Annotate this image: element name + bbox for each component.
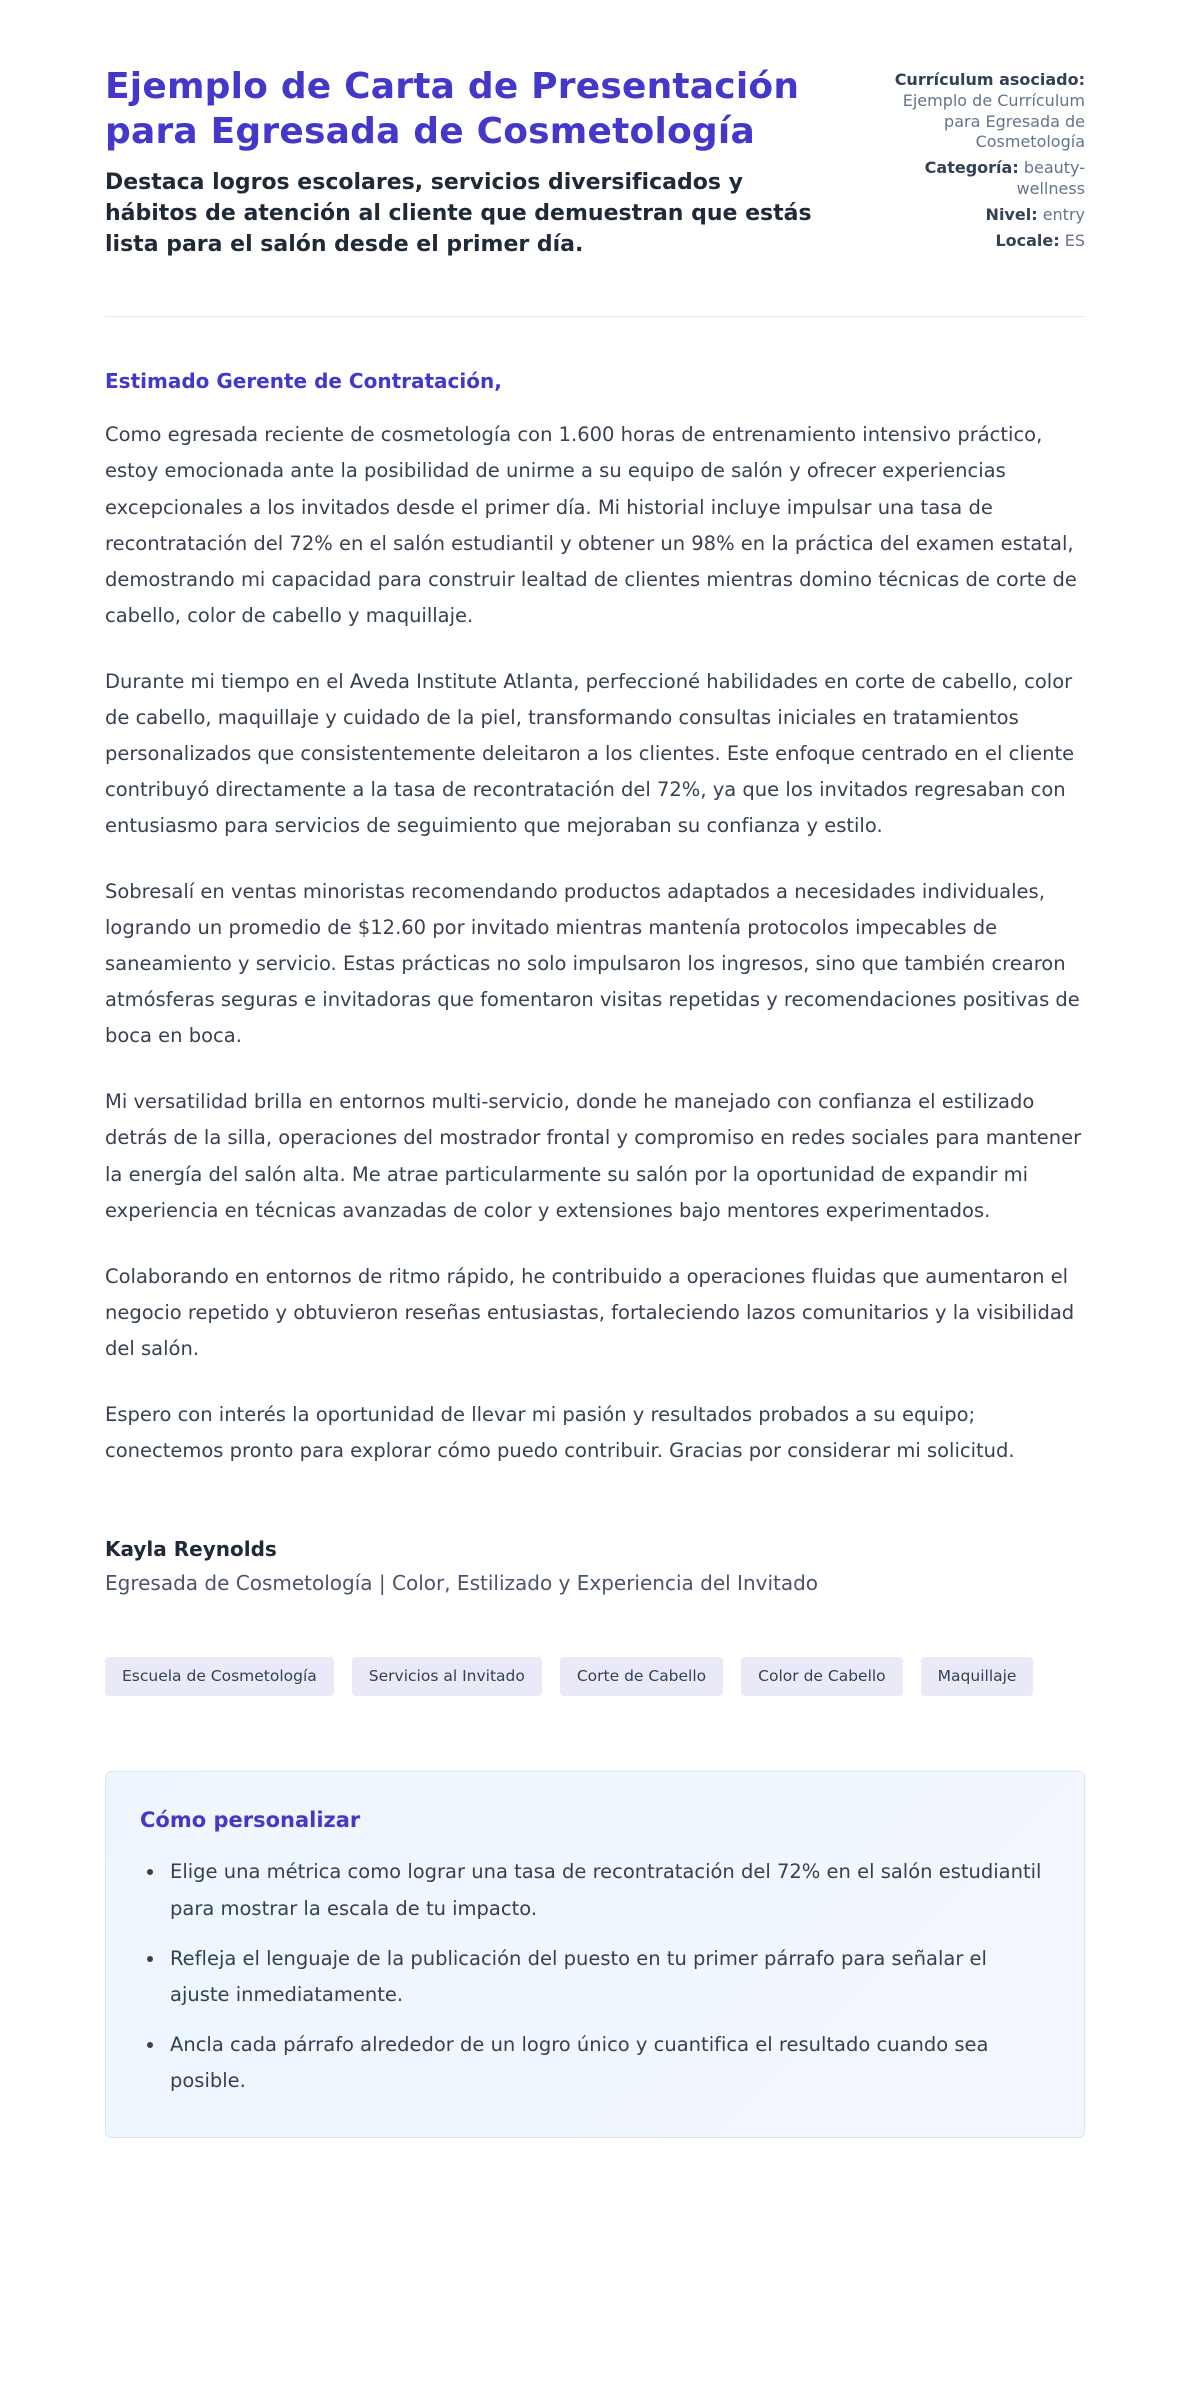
letter-paragraph: Sobresalí en ventas minoristas recomendando productos adaptados a necesidades individuales, logrando un promedio de $12.60 por invitado mientras mantenía protocolos impecables de saneamiento y servicio. Estas prácticas no solo impulsaron los ingresos, sino que también crearon atmósferas seguras e invitadoras que fomentaron visitas repetidas y recomendaciones positivas de boca en boca. bbox=[105, 880, 1080, 1048]
tag-chip-servicios-al-invitado[interactable]: Servicios al Invitado bbox=[352, 1657, 542, 1697]
customize-title: Cómo personalizar bbox=[140, 1808, 361, 1833]
letter-paragraph: Mi versatilidad brilla en entornos multi-servicio, donde he manejado con confianza el estilizado detrás de la silla, operaciones del mostrador frontal y compromiso en redes sociales para mantener la energía del salón alta. Me atrae particularmente su salón por la oportunidad de expandir mi experiencia en técnicas avanzadas de color y extensiones bajo mentores experimentados. bbox=[105, 1090, 1082, 1222]
greeting: Estimado Gerente de Contratación, bbox=[105, 369, 502, 394]
header bbox=[105, 64, 1085, 260]
meta-category-label: Categoría: bbox=[924, 158, 1019, 178]
tag-chip-maquillaje[interactable]: Maquillaje bbox=[921, 1657, 1034, 1697]
letter-paragraph: Como egresada reciente de cosmetología con 1.600 horas de entrenamiento intensivo práctico, estoy emocionada ante la posibilidad de unirme a su equipo de salón y ofrecer experiencias excepcionales a los invitados desde el primer día. Mi historial incluye impulsar una tasa de recontratación del 72% en el salón estudiantil y obtener un 98% en la práctica del examen estatal, demostrando mi capacidad para construir lealtad de clientes mientras domino técnicas de corte de cabello, color de cabello y maquillaje. bbox=[105, 423, 1077, 627]
tag-chip-color-de-cabello[interactable]: Color de Cabello bbox=[741, 1657, 903, 1697]
page-subtitle: Destaca logros escolares, servicios diversificados y hábitos de atención al cliente que demuestran que estás lista para el salón desde el primer día. bbox=[105, 169, 812, 258]
letter-paragraph: Espero con interés la oportunidad de llevar mi pasión y resultados probados a su equipo; conectemos pronto para explorar cómo puedo contribuir. Gracias por considerar mi solicitud. bbox=[105, 1402, 1015, 1462]
meta-row-category bbox=[870, 158, 1085, 200]
tip-item: • Refleja el lenguaje de la publicación del puesto en tu primer párrafo para señalar el ajuste inmediatamente. bbox=[166, 1941, 1050, 2013]
tag-chip-escuela-de-cosmetologia[interactable]: Escuela de Cosmetología bbox=[105, 1657, 334, 1697]
header-text-block bbox=[105, 64, 825, 260]
meta-row-locale bbox=[870, 231, 1085, 252]
meta-locale-label: Locale: bbox=[995, 230, 1060, 250]
letter-body bbox=[105, 369, 1085, 1595]
tip-list bbox=[140, 1854, 1050, 2098]
letter-paragraph: Durante mi tiempo en el Aveda Institute Atlanta, perfeccioné habilidades en corte de cabello, color de cabello, maquillaje y cuidado de la piel, transformando consultas iniciales en tratamientos personalizados que consistentemente deleitaron a los clientes. Este enfoque centrado en el cliente contribuyó directamente a la tasa de recontratación del 72%, ya que los invitados regresaban con entusiasmo para servicios de seguimiento que mejoraban su confianza y estilo. bbox=[105, 669, 1075, 838]
meta-row-related bbox=[870, 70, 1085, 153]
divider bbox=[105, 316, 1085, 317]
meta-related-value: Ejemplo de Currículum para Egresada de Cosmetología bbox=[902, 90, 1085, 152]
signature-role: Egresada de Cosmetología | Color, Estilizado y Experiencia del Invitado bbox=[105, 1570, 819, 1595]
meta-related-label: Currículum asociado: bbox=[894, 70, 1085, 89]
page-title: Ejemplo de Carta de Presentación para Egresada de Cosmetología bbox=[105, 66, 800, 153]
meta-level-value: entry bbox=[1042, 204, 1085, 224]
customize-panel bbox=[105, 1771, 1085, 2137]
tip-item: • Elige una métrica como lograr una tasa de recontratación del 72% en el salón estudiantil para mostrar la escala de tu impacto. bbox=[166, 1854, 1050, 1926]
letter-paragraph: Colaborando en entornos de ritmo rápido, he contribuido a operaciones fluidas que aumentaron el negocio repetido y obtuvieron reseñas entusiastas, fortaleciendo lazos comunitarios y la visibilidad del salón. bbox=[105, 1264, 1075, 1360]
meta-panel bbox=[870, 70, 1085, 256]
tag-list bbox=[105, 1657, 1085, 1697]
signature bbox=[105, 1537, 1085, 1595]
tag-chip-corte-de-cabello[interactable]: Corte de Cabello bbox=[560, 1657, 723, 1697]
meta-locale-value: ES bbox=[1064, 230, 1085, 250]
meta-row-level bbox=[870, 205, 1085, 226]
meta-category-value: beauty-wellness bbox=[1016, 158, 1085, 198]
meta-level-label: Nivel: bbox=[985, 204, 1038, 224]
signature-name: Kayla Reynolds bbox=[105, 1536, 277, 1561]
tip-item: • Ancla cada párrafo alrededor de un logro único y cuantifica el resultado cuando sea posible. bbox=[166, 2027, 1050, 2099]
